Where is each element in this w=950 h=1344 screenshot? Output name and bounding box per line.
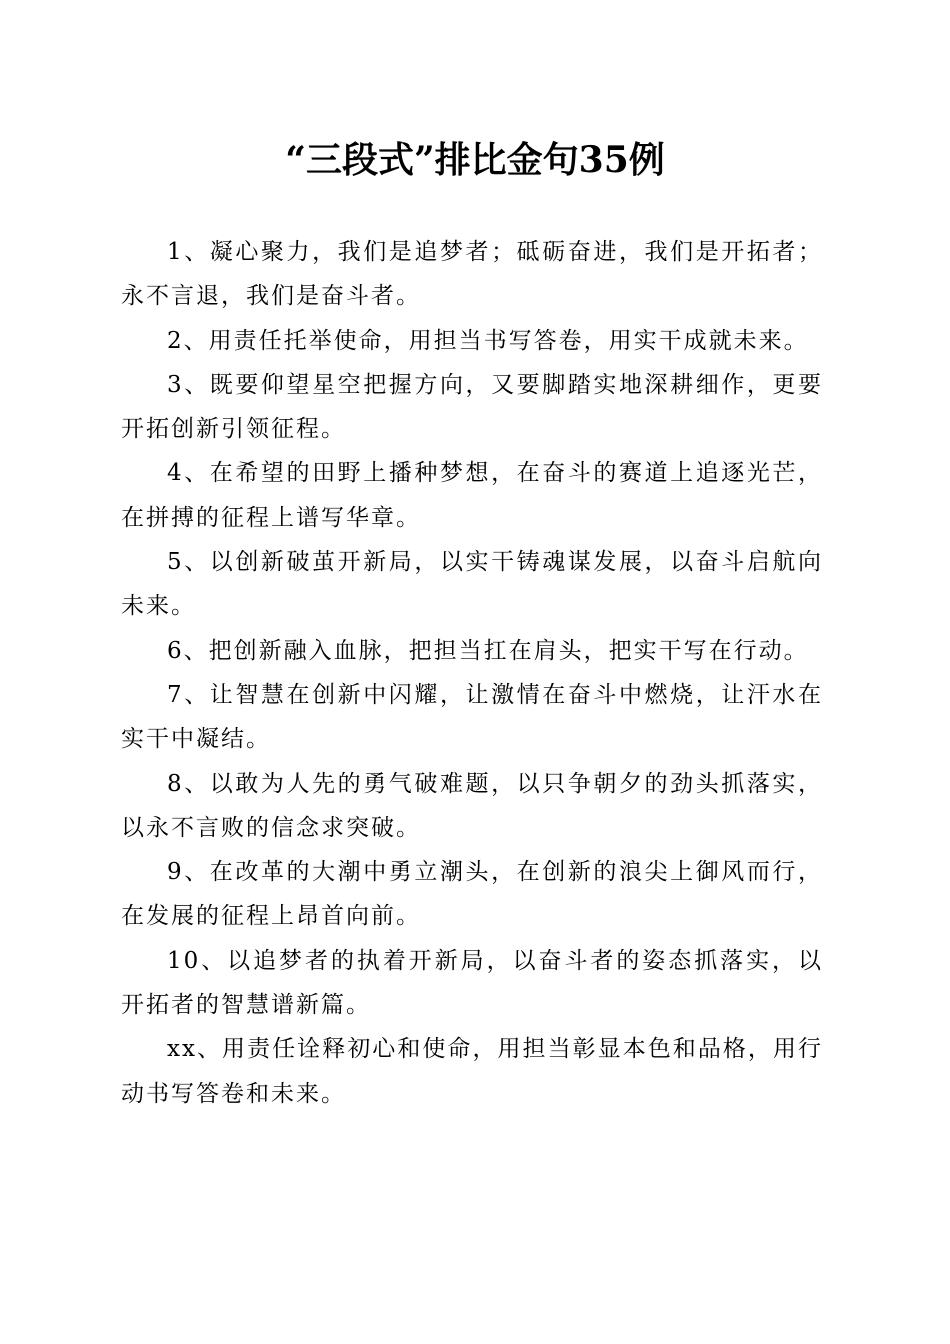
paragraph-3: 3、既要仰望星空把握方向，又要脚踏实地深耕细作，更要开拓创新引领征程。	[121, 371, 823, 443]
document-body	[121, 230, 823, 1116]
paragraph-6: 6、把创新融入血脉，把担当扛在肩头，把实干写在行动。	[167, 637, 809, 664]
paragraph-8: 8、以敢为人先的勇气破难题，以只争朝夕的劲头抓落实，以永不言败的信念求突破。	[121, 770, 823, 841]
paragraph-5: 5、以创新破茧开新局，以实干铸魂谋发展，以奋斗启航向未来。	[121, 549, 823, 620]
paragraph-7: 7、让智慧在创新中闪耀，让激情在奋斗中燃烧，让汗水在实干中凝结。	[121, 681, 823, 753]
paragraph-4: 4、在希望的田野上播种梦想，在奋斗的赛道上追逐光芒，在拼搏的征程上谱写华章。	[121, 460, 823, 531]
paragraph-2: 2、用责任托举使命，用担当书写答卷，用实干成就未来。	[167, 327, 809, 354]
document-title: “三段式”排比金句35例	[285, 139, 665, 181]
paragraph-xx: xx、用责任诠释初心和使命，用担当彰显本色和品格，用行动书写答卷和未来。	[121, 1036, 823, 1107]
paragraph-1: 1、凝心聚力，我们是追梦者；砥砺奋进，我们是开拓者；永不言退，我们是奋斗者。	[121, 239, 823, 310]
paragraph-10: 10、以追梦者的执着开新局，以奋斗者的姿态抓落实，以开拓者的智慧谱新篇。	[121, 947, 823, 1019]
paragraph-9: 9、在改革的大潮中勇立潮头，在创新的浪尖上御风而行，在发展的征程上昂首向前。	[121, 859, 823, 930]
